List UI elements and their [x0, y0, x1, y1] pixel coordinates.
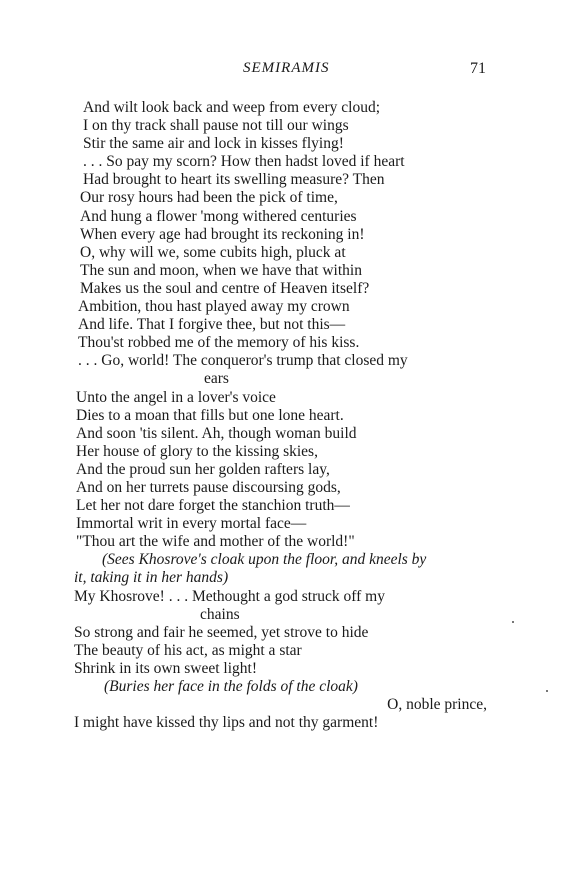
scan-speck	[512, 621, 514, 623]
verse-line: Immortal writ in every mortal face—	[76, 515, 307, 533]
verse-line: Let her not dare forget the stanchion truth—	[76, 497, 350, 515]
verse-line: Her house of glory to the kissing skies,	[76, 442, 318, 460]
verse-line: Shrink in its own sweet light!	[74, 659, 257, 677]
scan-speck	[546, 690, 548, 692]
verse-line: Our rosy hours had been the pick of time,	[80, 189, 338, 207]
verse-line: Had brought to heart its swelling measure? Then	[83, 171, 385, 189]
verse-line: . . . Go, world! The conqueror's trump that closed my	[78, 352, 408, 370]
verse-line: . . . So pay my scorn? How then hadst loved if heart	[83, 153, 405, 171]
verse-line: The beauty of his act, as might a star	[74, 641, 302, 659]
verse-line: And the proud sun her golden rafters lay,	[76, 460, 330, 478]
verse-line: And wilt look back and weep from every cloud;	[83, 99, 380, 116]
verse-line: I might have kissed thy lips and not thy garment!	[74, 714, 379, 732]
verse-line: My Khosrove! . . . Methought a god struck off my	[74, 587, 385, 605]
verse-line: Unto the angel in a lover's voice	[76, 388, 276, 406]
verse-line: O, why will we, some cubits high, pluck at	[80, 243, 346, 261]
page-number: 71	[470, 60, 486, 77]
page-header	[0, 60, 568, 84]
stage-direction-continuation: it, taking it in her hands)	[74, 569, 229, 587]
verse-line: When every age had brought its reckoning in!	[80, 225, 365, 243]
verse-line-continuation: chains	[200, 605, 240, 623]
stage-direction: (Buries her face in the folds of the cloak)	[104, 678, 358, 695]
verse-line-right: O, noble prince,	[387, 696, 487, 714]
verse-line: The sun and moon, when we have that within	[80, 261, 362, 279]
verse-line: Ambition, thou hast played away my crown	[78, 298, 350, 316]
verse-line: And life. That I forgive thee, but not this—	[78, 316, 346, 334]
stage-direction: (Sees Khosrove's cloak upon the floor, and kneels by	[102, 551, 427, 569]
verse-line: "Thou art the wife and mother of the world!"	[76, 533, 355, 551]
verse-body	[0, 99, 568, 732]
verse-line: Makes us the soul and centre of Heaven itself?	[80, 279, 370, 297]
verse-line: And hung a flower 'mong withered centuries	[80, 207, 357, 225]
verse-line: So strong and fair he seemed, yet strove to hide	[74, 623, 369, 641]
verse-line-continuation: ears	[204, 370, 229, 388]
verse-line: Thou'st robbed me of the memory of his kiss.	[78, 334, 360, 352]
verse-line: And soon 'tis silent. Ah, though woman build	[76, 424, 357, 442]
running-title: SEMIRAMIS	[243, 60, 330, 76]
verse-line: And on her turrets pause discoursing gods,	[76, 478, 341, 496]
verse-line: I on thy track shall pause not till our wings	[83, 117, 349, 135]
verse-line: Dies to a moan that fills but one lone heart.	[76, 406, 344, 424]
verse-line: Stir the same air and lock in kisses flying!	[83, 135, 344, 153]
